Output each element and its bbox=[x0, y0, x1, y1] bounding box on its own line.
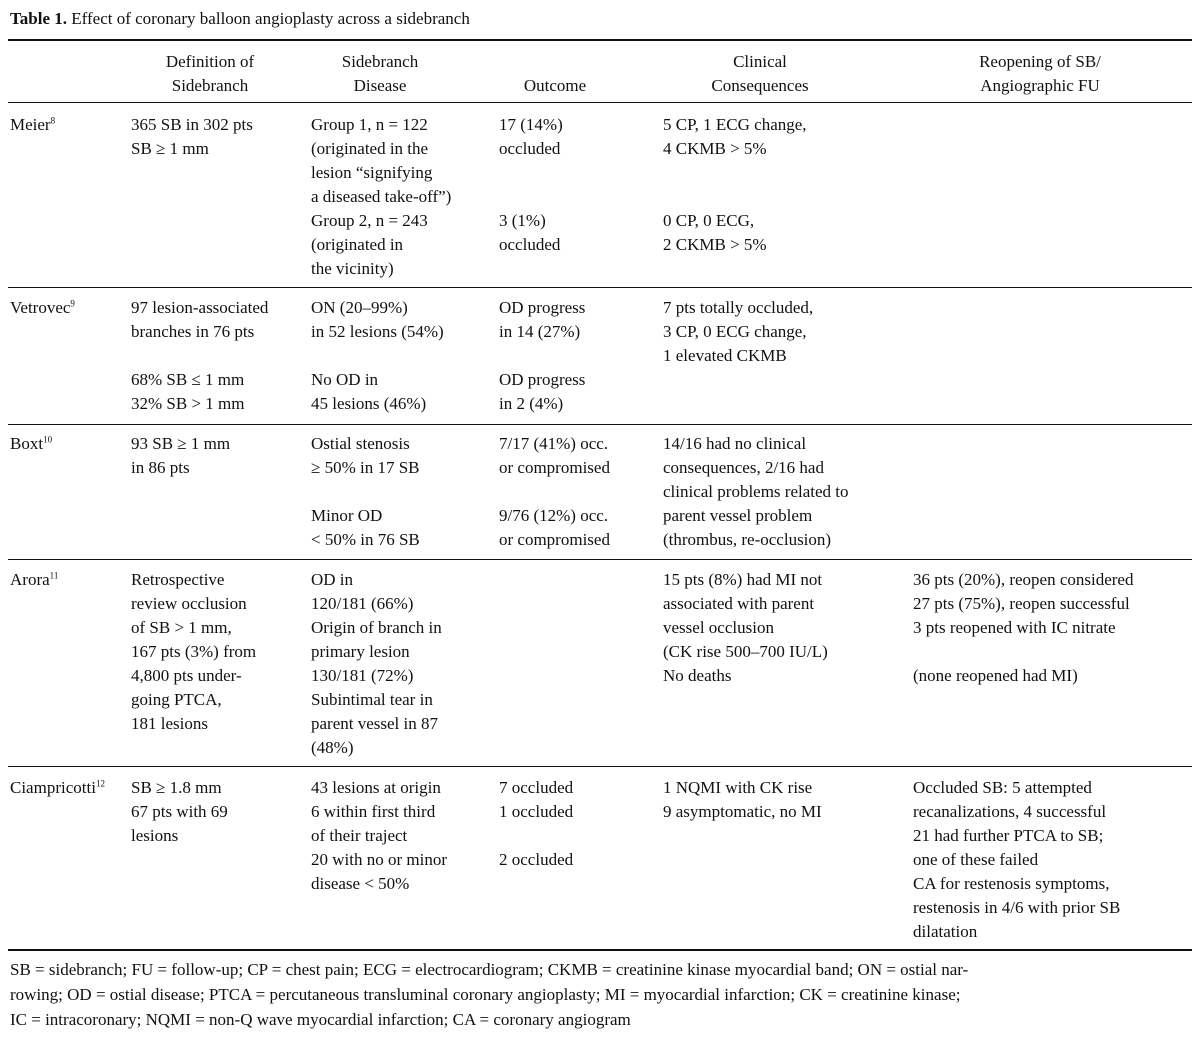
study-name: Vetrovec$^9$ bbox=[10, 298, 75, 317]
disease-cell: OD in 120/181 (66%) Origin of branch in primary lesion 130/181 (72%) Subintimal tear in parent vessel in 87 (48%) bbox=[311, 570, 442, 757]
table-caption bbox=[10, 9, 470, 29]
definition-cell: Retrospective review occlusion of SB > 1 mm, 167 pts (3%) from 4,800 pts under- going PTCA, 181 lesions bbox=[131, 570, 257, 733]
definition-cell: 68% SB ≤ 1 mm 32% SB > 1 mm bbox=[131, 370, 245, 413]
outcome-cell: 7/17 (41%) occ. or compromised bbox=[499, 434, 610, 477]
study-name: Meier$^8$ bbox=[10, 115, 56, 134]
reference-number: 10 bbox=[43, 434, 53, 445]
study-name: Arora$^{11}$ bbox=[10, 570, 59, 589]
reopening-cell: 36 pts (20%), reopen considered 27 pts (75%), reopen successful 3 pts reopened with IC nitrate (none reopened had MI) bbox=[913, 570, 1134, 685]
consequences-cell: 1 NQMI with CK rise 9 asymptomatic, no MI bbox=[663, 778, 822, 821]
consequences-cell: 14/16 had no clinical consequences, 2/16 had clinical problems related to parent vessel problem (thrombus, re-occlusion) bbox=[663, 434, 849, 549]
study-name: Ciampricotti$^{12}$ bbox=[10, 778, 105, 797]
header-reopening: Reopening of SB/ Angiographic FU bbox=[979, 52, 1101, 95]
header-disease: Sidebranch Disease bbox=[341, 52, 419, 95]
disease-cell: Ostial stenosis ≥ 50% in 17 SB bbox=[311, 434, 420, 477]
disease-cell: Minor OD < 50% in 76 SB bbox=[311, 506, 420, 549]
disease-cell: 43 lesions at origin 6 within first third of their traject 20 with no or minor disease < 50% bbox=[311, 778, 447, 893]
reference-number: 12 bbox=[95, 778, 105, 789]
consequences-cell: 7 pts totally occluded, 3 CP, 0 ECG change, 1 elevated CKMB bbox=[663, 298, 814, 365]
definition-cell: 365 SB in 302 pts SB ≥ 1 mm bbox=[131, 115, 253, 158]
header-consequences: Clinical Consequences bbox=[711, 52, 809, 95]
consequences-cell: 5 CP, 1 ECG change, 4 CKMB > 5% bbox=[663, 115, 807, 158]
reopening-cell: Occluded SB: 5 attempted recanalizations, 4 successful 21 had further PTCA to SB; one of these failed CA for restenosis symptoms, restenosis in 4/6 with prior SB dilatation bbox=[913, 778, 1121, 941]
outcome-cell: OD progress in 14 (27%) bbox=[499, 298, 586, 341]
definition-cell: 93 SB ≥ 1 mm in 86 pts bbox=[131, 434, 231, 477]
table-label: Table 1. bbox=[10, 9, 68, 28]
outcome-cell: 17 (14%) occluded bbox=[499, 115, 563, 158]
row-divider bbox=[8, 424, 1192, 425]
disease-cell: Group 1, n = 122 (originated in the lesion “signifying a diseased take-off”) bbox=[311, 115, 452, 206]
bottom-rule bbox=[8, 949, 1192, 951]
consequences-cell: 15 pts (8%) had MI not associated with parent vessel occlusion (CK rise 500–700 IU/L) No deaths bbox=[663, 570, 828, 685]
outcome-cell: OD progress in 2 (4%) bbox=[499, 370, 586, 413]
disease-cell: Group 2, n = 243 (originated in the vicinity) bbox=[311, 211, 428, 278]
definition-cell: 97 lesion-associated branches in 76 pts bbox=[131, 298, 269, 341]
row-divider bbox=[8, 766, 1192, 767]
reference-number: 8 bbox=[50, 115, 56, 126]
top-rule bbox=[8, 39, 1192, 41]
table-title: Effect of coronary balloon angioplasty across a sidebranch bbox=[71, 9, 470, 28]
reference-number: 9 bbox=[70, 298, 75, 309]
study-name: Boxt$^{10}$ bbox=[10, 434, 53, 453]
outcome-cell: 3 (1%) occluded bbox=[499, 211, 561, 254]
outcome-cell: 7 occluded 1 occluded 2 occluded bbox=[499, 778, 574, 869]
reference-number: 11 bbox=[49, 570, 59, 581]
header-definition: Definition of Sidebranch bbox=[165, 52, 255, 95]
definition-cell: SB ≥ 1.8 mm 67 pts with 69 lesions bbox=[131, 778, 228, 845]
consequences-cell: 0 CP, 0 ECG, 2 CKMB > 5% bbox=[663, 211, 767, 254]
row-divider bbox=[8, 559, 1192, 560]
table-footnote: SB = sidebranch; FU = follow-up; CP = chest pain; ECG = electrocardiogram; CKMB = creatinine kinase myocardial band; ON = ostial nar- rowing; OD = ostial disease; PTCA = percutaneous transluminal coronary angioplasty; MI = myocardial infarction; CK = creatinine kinase; IC = intracoronary; NQMI = non-Q wave myocardial infarction; CA = coronary angiogram bbox=[10, 960, 969, 1029]
outcome-cell: 9/76 (12%) occ. or compromised bbox=[499, 506, 610, 549]
disease-cell: No OD in 45 lesions (46%) bbox=[311, 370, 427, 413]
header-rule bbox=[8, 102, 1192, 103]
row-divider bbox=[8, 287, 1192, 288]
header-outcome: Outcome bbox=[523, 76, 587, 95]
disease-cell: ON (20–99%) in 52 lesions (54%) bbox=[311, 298, 444, 341]
